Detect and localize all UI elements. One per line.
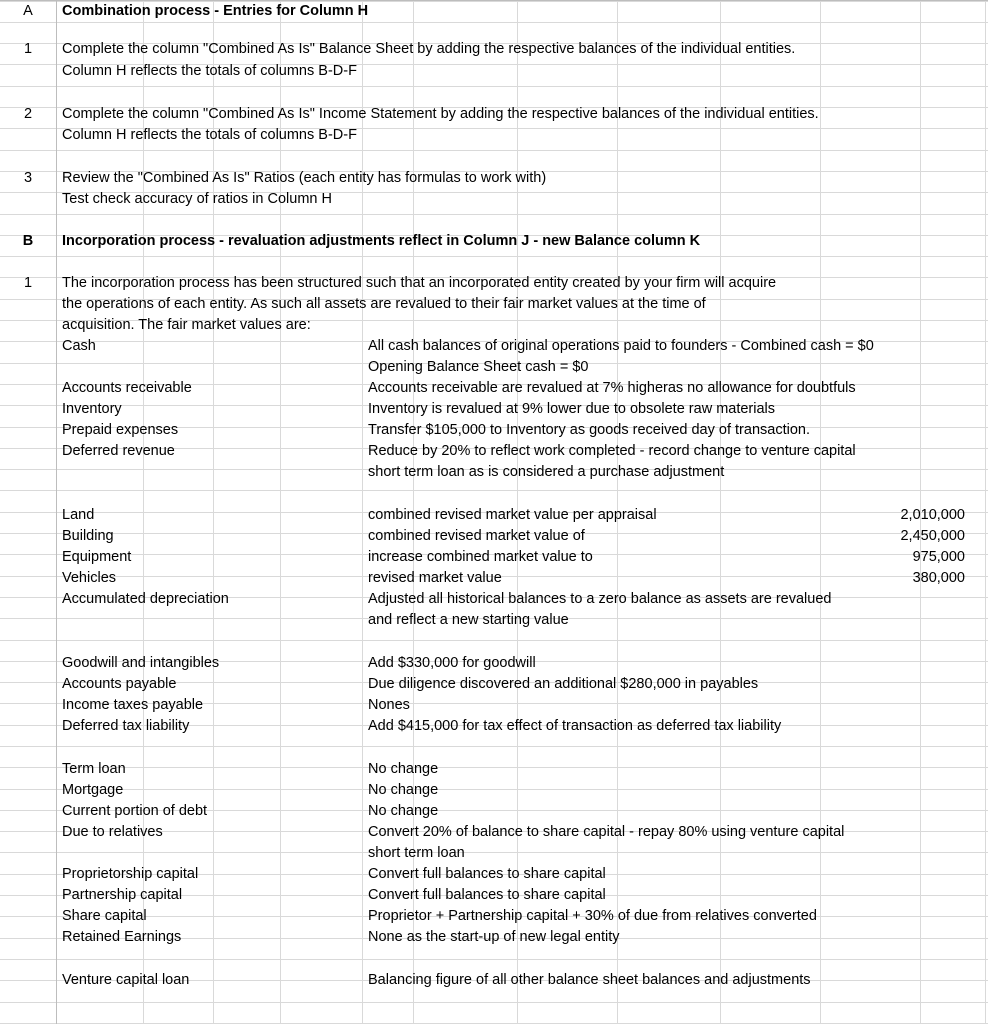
value-equipment: 975,000 bbox=[912, 549, 965, 565]
note-due-to-relatives-1: Convert 20% of balance to share capital - repay 80% using venture capital bbox=[368, 824, 845, 840]
value-land: 2,010,000 bbox=[900, 507, 965, 523]
label-vehicles: Vehicles bbox=[62, 570, 117, 586]
note-current-portion-of-debt: No change bbox=[368, 803, 439, 819]
item-a3-line1: Review the "Combined As Is" Ratios (each entity has formulas to work with) bbox=[62, 170, 547, 186]
note-accumulated-depreciation-2: and reflect a new starting value bbox=[368, 612, 569, 628]
note-share-capital: Proprietor + Partnership capital + 30% of due from relatives converted bbox=[368, 908, 817, 924]
note-term-loan: No change bbox=[368, 761, 439, 777]
note-deferred-tax-liability: Add $415,000 for tax effect of transaction as deferred tax liability bbox=[368, 718, 782, 734]
note-accounts-receivable: Accounts receivable are revalued at 7% higheras no allowance for doubtfuls bbox=[368, 380, 856, 396]
note-equipment: increase combined market value to bbox=[368, 549, 593, 565]
item-a3-number: 3 bbox=[23, 170, 33, 186]
label-proprietorship-capital: Proprietorship capital bbox=[62, 866, 199, 882]
intro-line-1: The incorporation process has been structured such that an incorporated entity created by your firm will acquire bbox=[62, 275, 777, 291]
note-accumulated-depreciation-1: Adjusted all historical balances to a zero balance as assets are revalued bbox=[368, 591, 832, 607]
label-accounts-receivable: Accounts receivable bbox=[62, 380, 192, 396]
section-letter-a: A bbox=[23, 3, 33, 19]
note-prepaid-expenses: Transfer $105,000 to Inventory as goods received day of transaction. bbox=[368, 422, 810, 438]
value-vehicles: 380,000 bbox=[912, 570, 965, 586]
note-deferred-revenue-1: Reduce by 20% to reflect work completed - record change to venture capital bbox=[368, 443, 856, 459]
label-accumulated-depreciation: Accumulated depreciation bbox=[62, 591, 229, 607]
note-building: combined revised market value of bbox=[368, 528, 585, 544]
item-b1-number: 1 bbox=[23, 275, 33, 291]
note-inventory: Inventory is revalued at 9% lower due to obsolete raw materials bbox=[368, 401, 776, 417]
value-building: 2,450,000 bbox=[900, 528, 965, 544]
label-goodwill: Goodwill and intangibles bbox=[62, 655, 220, 671]
label-term-loan: Term loan bbox=[62, 761, 126, 777]
note-cash-1: All cash balances of original operations paid to founders - Combined cash = $0 bbox=[368, 338, 874, 354]
note-mortgage: No change bbox=[368, 782, 439, 798]
item-a2-number: 2 bbox=[23, 106, 33, 122]
intro-line-2: the operations of each entity. As such all assets are revalued to their fair market values at the time of bbox=[62, 296, 706, 312]
note-venture-capital-loan: Balancing figure of all other balance sheet balances and adjustments bbox=[368, 972, 811, 988]
section-b-title: Incorporation process - revaluation adjustments reflect in Column J - new Balance column K bbox=[62, 233, 701, 249]
item-a3-line2: Test check accuracy of ratios in Column H bbox=[62, 191, 332, 207]
note-retained-earnings: None as the start-up of new legal entity bbox=[368, 929, 620, 945]
note-deferred-revenue-2: short term loan as is considered a purchase adjustment bbox=[368, 464, 725, 480]
label-cash: Cash bbox=[62, 338, 96, 354]
note-accounts-payable: Due diligence discovered an additional $280,000 in payables bbox=[368, 676, 759, 692]
label-mortgage: Mortgage bbox=[62, 782, 124, 798]
label-land: Land bbox=[62, 507, 95, 523]
label-current-portion-of-debt: Current portion of debt bbox=[62, 803, 208, 819]
label-deferred-tax-liability: Deferred tax liability bbox=[62, 718, 190, 734]
note-partnership-capital: Convert full balances to share capital bbox=[368, 887, 606, 903]
note-cash-2: Opening Balance Sheet cash = $0 bbox=[368, 359, 589, 375]
note-proprietorship-capital: Convert full balances to share capital bbox=[368, 866, 606, 882]
label-inventory: Inventory bbox=[62, 401, 122, 417]
note-vehicles: revised market value bbox=[368, 570, 502, 586]
note-land: combined revised market value per appraisal bbox=[368, 507, 657, 523]
section-letter-b: B bbox=[22, 233, 34, 249]
note-goodwill: Add $330,000 for goodwill bbox=[368, 655, 536, 671]
label-accounts-payable: Accounts payable bbox=[62, 676, 177, 692]
item-a1-line2: Column H reflects the totals of columns B-D-F bbox=[62, 63, 357, 79]
label-due-to-relatives: Due to relatives bbox=[62, 824, 163, 840]
label-retained-earnings: Retained Earnings bbox=[62, 929, 182, 945]
note-income-taxes-payable: Nones bbox=[368, 697, 410, 713]
item-a2-line1: Complete the column "Combined As Is" Income Statement by adding the respective balances of the individual entities. bbox=[62, 106, 819, 122]
label-building: Building bbox=[62, 528, 114, 544]
label-venture-capital-loan: Venture capital loan bbox=[62, 972, 190, 988]
label-partnership-capital: Partnership capital bbox=[62, 887, 183, 903]
item-a1-number: 1 bbox=[23, 41, 33, 57]
label-prepaid-expenses: Prepaid expenses bbox=[62, 422, 179, 438]
label-deferred-revenue: Deferred revenue bbox=[62, 443, 175, 459]
note-due-to-relatives-2: short term loan bbox=[368, 845, 465, 861]
item-a2-line2: Column H reflects the totals of columns B-D-F bbox=[62, 127, 357, 143]
label-income-taxes-payable: Income taxes payable bbox=[62, 697, 204, 713]
intro-line-3: acquisition. The fair market values are: bbox=[62, 317, 311, 333]
label-share-capital: Share capital bbox=[62, 908, 147, 924]
label-equipment: Equipment bbox=[62, 549, 132, 565]
section-a-title: Combination process - Entries for Column H bbox=[62, 3, 369, 19]
item-a1-line1: Complete the column "Combined As Is" Balance Sheet by adding the respective balances of the individual entities. bbox=[62, 41, 796, 57]
